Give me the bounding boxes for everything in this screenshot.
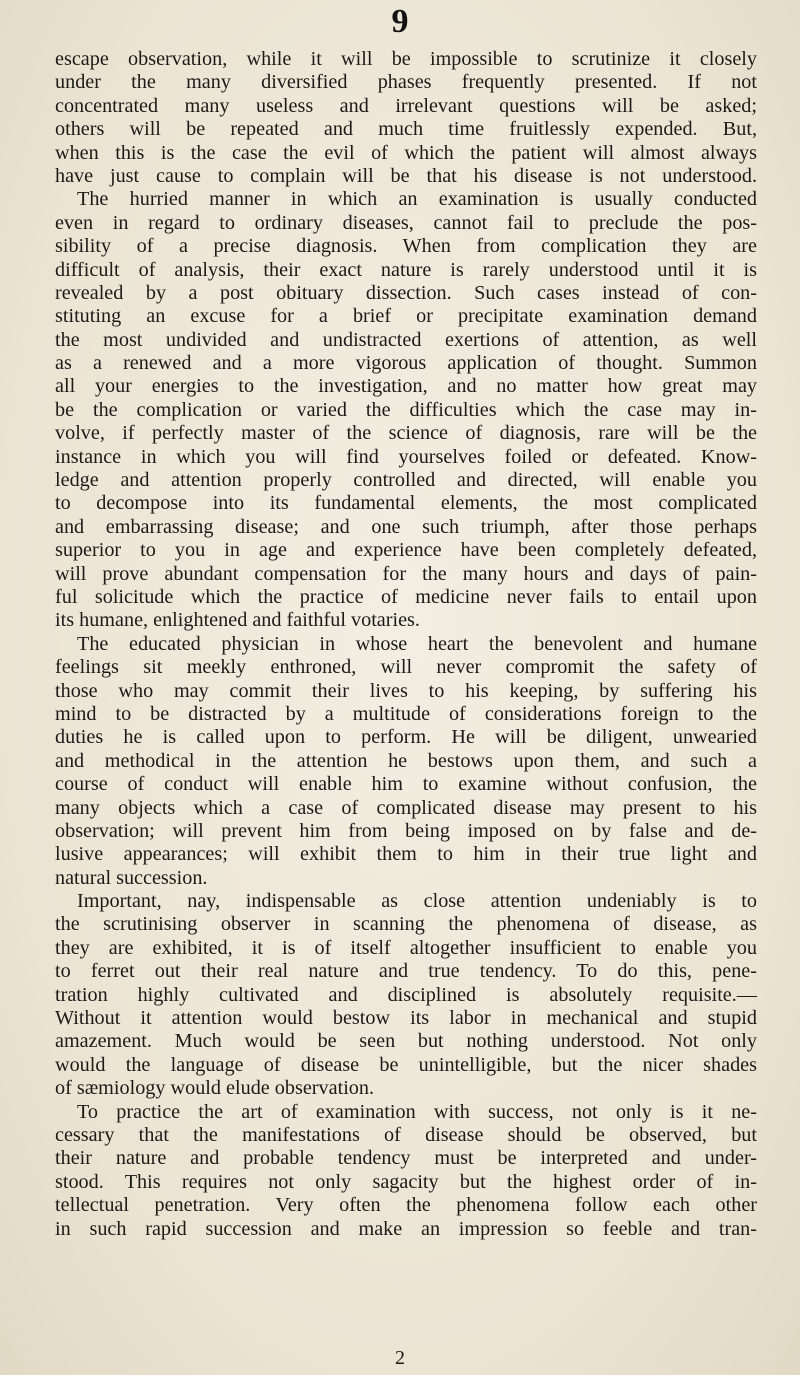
- text-line: ful solicitude which the practice of medicine never fails to entail upon: [55, 585, 757, 608]
- text-line: will prove abundant compensation for the many hours and days of pain-: [55, 562, 757, 585]
- text-line: those who may commit their lives to his keeping, by suffering his: [55, 679, 757, 702]
- signature-mark: 2: [395, 1347, 405, 1369]
- text-line: sibility of a precise diagnosis. When from complication they are: [55, 235, 757, 258]
- text-line: others will be repeated and much time fruitlessly expended. But,: [55, 118, 757, 141]
- text-line: its humane, enlightened and faithful votaries.: [55, 609, 420, 632]
- text-line: observation; will prevent him from being imposed on by false and de-: [55, 819, 757, 842]
- text-line: instance in which you will find yourselves foiled or defeated. Know-: [55, 445, 757, 468]
- text-line: in such rapid succession and make an impression so feeble and tran-: [55, 1217, 757, 1240]
- text-line: escape observation, while it will be impossible to scrutinize it closely: [55, 48, 757, 70]
- text-line: under the many diversified phases frequently presented. If not: [55, 71, 757, 94]
- text-line: stood. This requires not only sagacity but the highest order of in-: [55, 1170, 757, 1193]
- text-line: difficult of analysis, their exact nature is rarely understood until it is: [55, 258, 757, 281]
- text-line: would the language of disease be unintelligible, but the nicer shades: [55, 1053, 757, 1076]
- text-line: and methodical in the attention he bestows upon them, and such a: [55, 749, 757, 772]
- text-line: volve, if perfectly master of the science of diagnosis, rare will be the: [55, 422, 757, 445]
- text-line: to ferret out their real nature and true tendency. To do this, pene-: [55, 960, 757, 983]
- text-line: The educated physician in whose heart the benevolent and humane: [77, 632, 757, 655]
- text-line: course of conduct will enable him to examine without confusion, the: [55, 773, 757, 796]
- text-line: the most undivided and undistracted exertions of attention, as well: [55, 328, 757, 351]
- text-line: cessary that the manifestations of disease should be observed, but: [55, 1123, 757, 1146]
- text-line: tration highly cultivated and disciplined is absolutely requisite.—: [55, 983, 757, 1006]
- text-line: Without it attention would bestow its labor in mechanical and stupid: [55, 1007, 757, 1030]
- text-line: all your energies to the investigation, and no matter how great may: [55, 375, 757, 398]
- text-line: have just cause to complain will be that his disease is not understood.: [55, 164, 757, 187]
- text-line: tellectual penetration. Very often the phenomena follow each other: [55, 1194, 757, 1217]
- text-line: natural succession.: [55, 866, 208, 889]
- text-line: many objects which a case of complicated disease may present to his: [55, 796, 757, 819]
- text-line: they are exhibited, it is of itself altogether insufficient to enable you: [55, 936, 757, 959]
- text-line: and embarrassing disease; and one such triumph, after those perhaps: [55, 515, 757, 538]
- text-line: To practice the art of examination with success, not only is it ne-: [77, 1100, 757, 1123]
- text-line: stituting an excuse for a brief or precipitate examination demand: [55, 305, 757, 328]
- text-line: when this is the case the evil of which the patient will almost always: [55, 141, 757, 164]
- text-line: the scrutinising observer in scanning the phenomena of disease, as: [55, 913, 757, 936]
- text-line: as a renewed and a more vigorous application of thought. Summon: [55, 352, 757, 375]
- text-line: be the complication or varied the difficulties which the case may in-: [55, 398, 757, 421]
- text-line: their nature and probable tendency must be interpreted and under-: [55, 1147, 757, 1170]
- text-line: The hurried manner in which an examination is usually conducted: [77, 188, 757, 211]
- text-line: ledge and attention properly controlled and directed, will enable you: [55, 469, 757, 492]
- text-line: superior to you in age and experience have been completely defeated,: [55, 539, 757, 562]
- text-line: concentrated many useless and irrelevant questions will be asked;: [55, 94, 757, 117]
- text-line: to decompose into its fundamental elements, the most complicated: [55, 492, 757, 515]
- text-line: mind to be distracted by a multitude of considerations foreign to the: [55, 702, 757, 725]
- text-line: Important, nay, indispensable as close attention undeniably is to: [77, 890, 757, 913]
- page-number: 9: [391, 3, 409, 40]
- text-line: amazement. Much would be seen but nothing understood. Not only: [55, 1030, 757, 1053]
- text-line: even in regard to ordinary diseases, cannot fail to preclude the pos-: [55, 211, 757, 234]
- text-line: of sæmiology would elude observation.: [55, 1077, 375, 1100]
- text-line: duties he is called upon to perform. He will be diligent, unwearied: [55, 726, 757, 749]
- text-line: revealed by a post obituary dissection. Such cases instead of con-: [55, 281, 757, 304]
- text-line: lusive appearances; will exhibit them to him in their true light and: [55, 843, 757, 866]
- text-line: feelings sit meekly enthroned, will never compromit the safety of: [55, 656, 757, 679]
- body-text: [55, 48, 757, 1241]
